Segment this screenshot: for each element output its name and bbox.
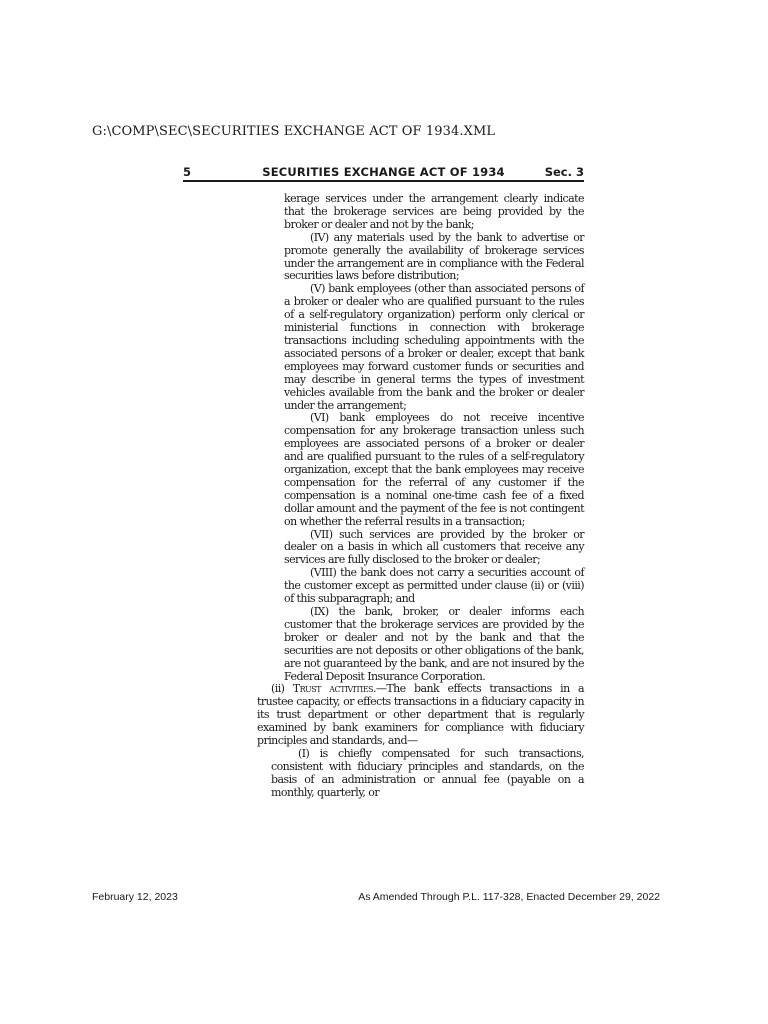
footer-date: February 12, 2023 bbox=[92, 891, 178, 903]
subclause-viii: (VIII) the bank does not carry a securities account of the customer except as permitted under clause (ii) or (viii) of this subparagraph; and bbox=[284, 566, 584, 606]
footer-amended-through: As Amended Through P.L. 117-328, Enacted December 29, 2022 bbox=[358, 891, 660, 903]
subclause-i: (I) is chiefly compensated for such transactions, consistent with fiduciary principles and standards, on the basis of an administration or annual fee (payable on a monthly, quarterly, or bbox=[271, 746, 584, 799]
subclause-iv: (IV) any materials used by the bank to advertise or promote generally the availability of brokerage services under the arrangement are in compliance with the Federal securities laws before distribution; bbox=[284, 230, 584, 283]
page-number: 5 bbox=[183, 165, 192, 179]
clause-ii-heading: Trust activities bbox=[292, 682, 373, 696]
clause-ii-text: .—The bank effects transactions in a trustee capacity, or effects transactions in a fiduciary capacity in its trust department or other department that is regularly examined by bank examiners for compliance with fiduciary principles and standards, and— bbox=[257, 682, 584, 748]
paragraph-continuation: kerage services under the arrangement clearly indicate that the brokerage services are being provided by the broker or dealer and not by the bank; bbox=[284, 192, 584, 231]
subclause-v: (V) bank employees (other than associated persons of a broker or dealer who are qualified pursuant to the rules of a self-regulatory organization) perform only clerical or ministerial functions in connection with brokerage transactions including scheduling appointments with the associated persons of a broker or dealer, except that bank employees may forward customer funds or securities and may describe in general terms the types of investment vehicles available from the bank and the broker or dealer under the arrangement; bbox=[284, 282, 584, 412]
section-number: Sec. 3 bbox=[544, 165, 584, 179]
subclause-vii: (VII) such services are provided by the broker or dealer on a basis in which all customers that receive any services are fully disclosed to the broker or dealer; bbox=[284, 527, 584, 567]
subclause-ix: (IX) the bank, broker, or dealer informs each customer that the brokerage services are provided by the broker or dealer and not by the bank and that the securities are not deposits or other obligations of the bank, are not guaranteed by the bank, and are not insured by the Federal Deposit Insurance Corporation. bbox=[284, 605, 584, 683]
clause-ii-trust-activities bbox=[257, 683, 584, 748]
clause-ii-label: (ii) bbox=[271, 682, 293, 696]
subclause-vi: (VI) bank employees do not receive incentive compensation for any brokerage transaction unless such employees are associated persons of a broker or dealer and are qualified pursuant to the rules of a self-regulatory organization, except that the bank employees may receive compensation for the referral of any customer if the compensation is a nominal one-time cash fee of a fixed dollar amount and the payment of the fee is not contingent on whether the referral results in a transaction; bbox=[284, 411, 584, 528]
file-path: G:\COMP\SEC\SECURITIES EXCHANGE ACT OF 1934.XML bbox=[92, 124, 496, 139]
running-title: SECURITIES EXCHANGE ACT OF 1934 bbox=[262, 165, 505, 179]
running-header bbox=[183, 164, 584, 182]
statute-text bbox=[257, 192, 584, 800]
